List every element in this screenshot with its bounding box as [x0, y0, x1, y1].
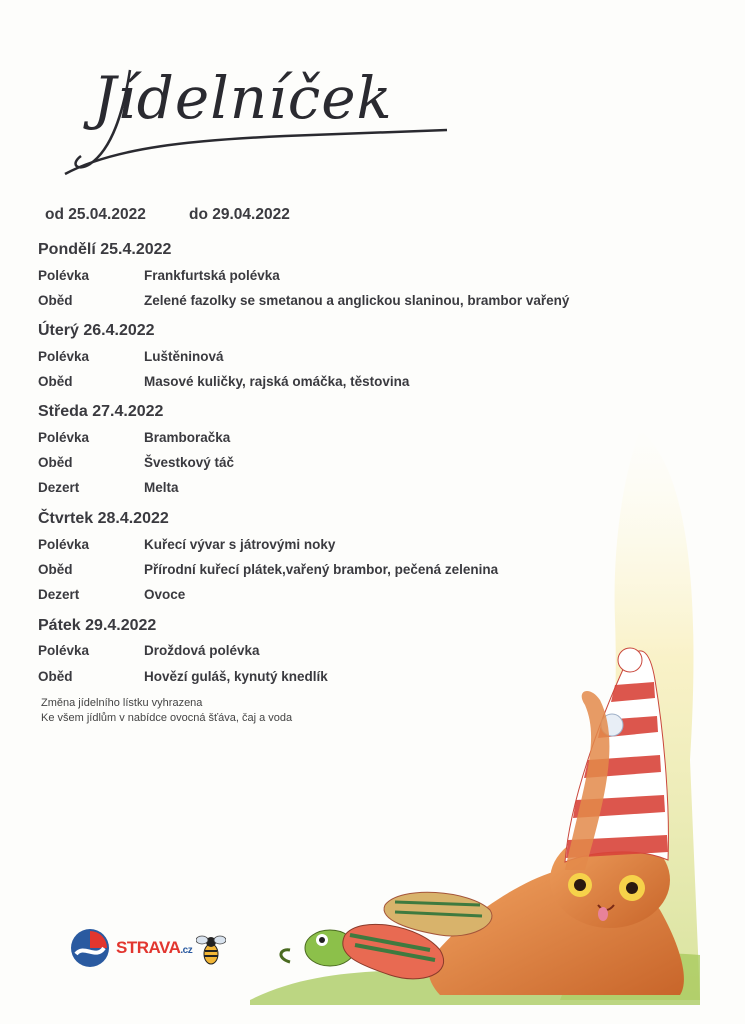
course-value: Švestkový táč — [144, 455, 235, 470]
strava-logo-text — [116, 938, 192, 958]
course-value: Melta — [144, 480, 179, 495]
course-value: Hovězí guláš, kynutý knedlík — [144, 669, 328, 684]
day-title: Úterý 26.4.2022 — [38, 322, 155, 339]
title-text: Jídelníček — [93, 64, 393, 132]
course-value: Droždová polévka — [144, 643, 260, 658]
day-title: Pátek 29.4.2022 — [38, 617, 157, 634]
note-change: Změna jídelního lístku vyhrazena — [41, 697, 203, 709]
strava-logo — [68, 926, 198, 970]
day-title: Pondělí 25.4.2022 — [38, 241, 172, 258]
note-drinks: Ke všem jídlům v nabídce ovocná šťáva, čaj a voda — [41, 712, 293, 724]
date-from: od 25.04.2022 — [45, 206, 146, 223]
course-label: Dezert — [38, 480, 80, 495]
date-to: do 29.04.2022 — [189, 206, 290, 223]
course-value: Frankfurtská polévka — [144, 268, 280, 283]
course-value: Kuřecí vývar s játrovými noky — [144, 537, 336, 552]
course-label: Oběd — [38, 669, 73, 684]
course-label: Polévka — [38, 430, 90, 445]
course-value: Masové kuličky, rajská omáčka, těstovina — [144, 374, 410, 389]
course-value: Luštěninová — [144, 349, 224, 364]
course-label: Polévka — [38, 537, 90, 552]
course-value: Ovoce — [144, 587, 186, 602]
logo-name: STRAVA — [116, 938, 181, 957]
course-label: Oběd — [38, 293, 73, 308]
course-label: Oběd — [38, 562, 73, 577]
course-label: Polévka — [38, 349, 90, 364]
bee-icon — [196, 930, 226, 970]
menu-title — [55, 52, 455, 187]
strava-logo-icon — [68, 926, 112, 970]
course-label: Dezert — [38, 587, 80, 602]
course-label: Oběd — [38, 374, 73, 389]
course-label: Oběd — [38, 455, 73, 470]
course-label: Polévka — [38, 268, 90, 283]
day-title: Čtvrtek 28.4.2022 — [38, 510, 169, 527]
course-value: Bramboračka — [144, 430, 231, 445]
day-title: Středa 27.4.2022 — [38, 403, 164, 420]
course-value: Přírodní kuřecí plátek,vařený brambor, pečená zelenina — [144, 562, 499, 577]
course-label: Polévka — [38, 643, 90, 658]
logo-tld: .cz — [180, 945, 193, 956]
course-value: Zelené fazolky se smetanou a anglickou slaninou, brambor vařený — [144, 293, 570, 308]
